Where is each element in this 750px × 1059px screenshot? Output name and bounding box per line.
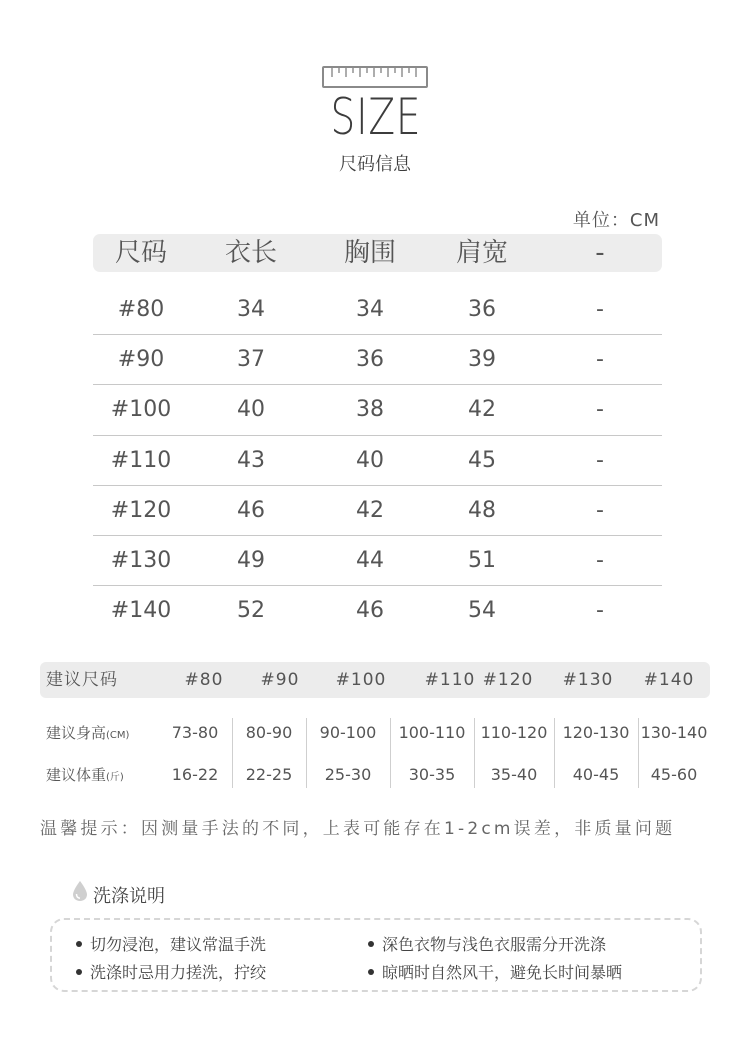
table-cell: 46: [356, 598, 384, 624]
height-value: 73-80: [171, 723, 219, 742]
height-value: 90-100: [319, 723, 377, 742]
recommend-size: #90: [260, 670, 300, 690]
table-row: [93, 285, 662, 335]
table-cell: 48: [468, 497, 496, 523]
table-cell: -: [596, 297, 604, 322]
table-cell: 42: [356, 497, 384, 523]
table-row: [93, 335, 662, 385]
table-cell: 40: [237, 397, 265, 423]
weight-unit: (斤): [106, 772, 124, 783]
recommend-size: #140: [643, 670, 695, 690]
column-header: 衣长: [224, 238, 277, 268]
wash-item: 洗涤时忌用力搓洗，拧绞: [76, 960, 266, 983]
weight-value: 40-45: [572, 765, 620, 784]
measurement-tip: 温馨提示：因测量手法的不同，上表可能存在1-2cm误差，非质量问题: [40, 819, 676, 839]
table-cell: 51: [468, 547, 496, 573]
table-cell: 49: [237, 547, 265, 573]
table-cell: #90: [117, 347, 165, 373]
weight-row: [40, 758, 710, 792]
wash-item: 深色衣物与浅色衣服需分开洗涤: [368, 932, 606, 955]
size-table-header: [93, 234, 662, 272]
weight-value: 25-30: [324, 765, 372, 784]
recommend-size: #110: [424, 670, 476, 690]
water-drop-icon: [72, 880, 88, 902]
recommend-size: #100: [335, 670, 387, 690]
table-cell: #110: [110, 447, 172, 473]
height-value: 120-130: [562, 723, 630, 742]
height-value: 110-120: [480, 723, 548, 742]
table-row: [93, 586, 662, 636]
table-cell: 38: [356, 397, 384, 423]
table-cell: 34: [356, 297, 384, 322]
table-cell: -: [596, 547, 604, 573]
table-cell: 40: [356, 447, 384, 473]
table-cell: 46: [237, 497, 265, 523]
table-cell: 36: [468, 297, 496, 322]
table-row: [93, 385, 662, 435]
bullet-icon: [368, 941, 374, 947]
weight-value: 35-40: [490, 765, 538, 784]
height-value: 80-90: [245, 723, 293, 742]
ruler-icon: [322, 64, 428, 90]
table-cell: 44: [356, 547, 384, 573]
table-cell: 42: [468, 397, 496, 423]
table-cell: #80: [117, 297, 165, 322]
column-header: -: [595, 238, 605, 268]
weight-value: 45-60: [650, 765, 698, 784]
size-subtitle: 尺码信息: [339, 154, 411, 175]
table-cell: 36: [356, 347, 384, 373]
recommend-size: #80: [184, 670, 224, 690]
table-cell: 45: [468, 447, 496, 473]
height-value: 130-140: [640, 723, 708, 742]
column-header: 肩宽: [455, 238, 508, 268]
table-cell: 43: [237, 447, 265, 473]
table-cell: #120: [110, 497, 172, 523]
weight-value: 16-22: [171, 765, 219, 784]
recommend-size: #120: [482, 670, 534, 690]
table-cell: #130: [110, 547, 172, 573]
weight-row-label: 建议体重(斤): [46, 766, 124, 784]
recommend-table-body: [40, 716, 710, 788]
wash-item: 切勿浸泡，建议常温手洗: [76, 932, 266, 955]
size-table-body: [93, 285, 662, 636]
table-cell: 37: [237, 347, 265, 373]
recommend-table-header: [40, 662, 710, 698]
weight-value: 30-35: [408, 765, 456, 784]
column-header: 尺码: [114, 238, 167, 268]
wash-title: 洗涤说明: [93, 886, 165, 907]
table-row: [93, 436, 662, 486]
wash-instructions-box: [50, 918, 702, 992]
height-value: 100-110: [398, 723, 466, 742]
table-row: [93, 486, 662, 536]
unit-label: 单位：CM: [572, 210, 660, 231]
table-cell: 34: [237, 297, 265, 322]
height-row-label: 建议身高(CM): [46, 724, 130, 742]
table-row: [93, 536, 662, 586]
table-cell: -: [596, 447, 604, 473]
table-cell: -: [596, 347, 604, 373]
recommend-size: #130: [562, 670, 614, 690]
height-row: [40, 716, 710, 750]
column-header: 胸围: [343, 238, 396, 268]
table-cell: 54: [468, 598, 496, 624]
wash-item: 晾晒时自然风干，避免长时间暴晒: [368, 960, 622, 983]
bullet-icon: [76, 941, 82, 947]
weight-value: 22-25: [245, 765, 293, 784]
table-cell: -: [596, 397, 604, 423]
table-cell: -: [596, 497, 604, 523]
bullet-icon: [76, 969, 82, 975]
table-cell: 39: [468, 347, 496, 373]
table-cell: 52: [237, 598, 265, 624]
recommend-header-label: 建议尺码: [46, 670, 118, 690]
table-cell: #140: [110, 598, 172, 624]
table-cell: -: [596, 598, 604, 624]
height-unit: (CM): [106, 730, 130, 741]
size-title: SIZE: [330, 88, 422, 146]
table-cell: #100: [110, 397, 172, 423]
bullet-icon: [368, 969, 374, 975]
